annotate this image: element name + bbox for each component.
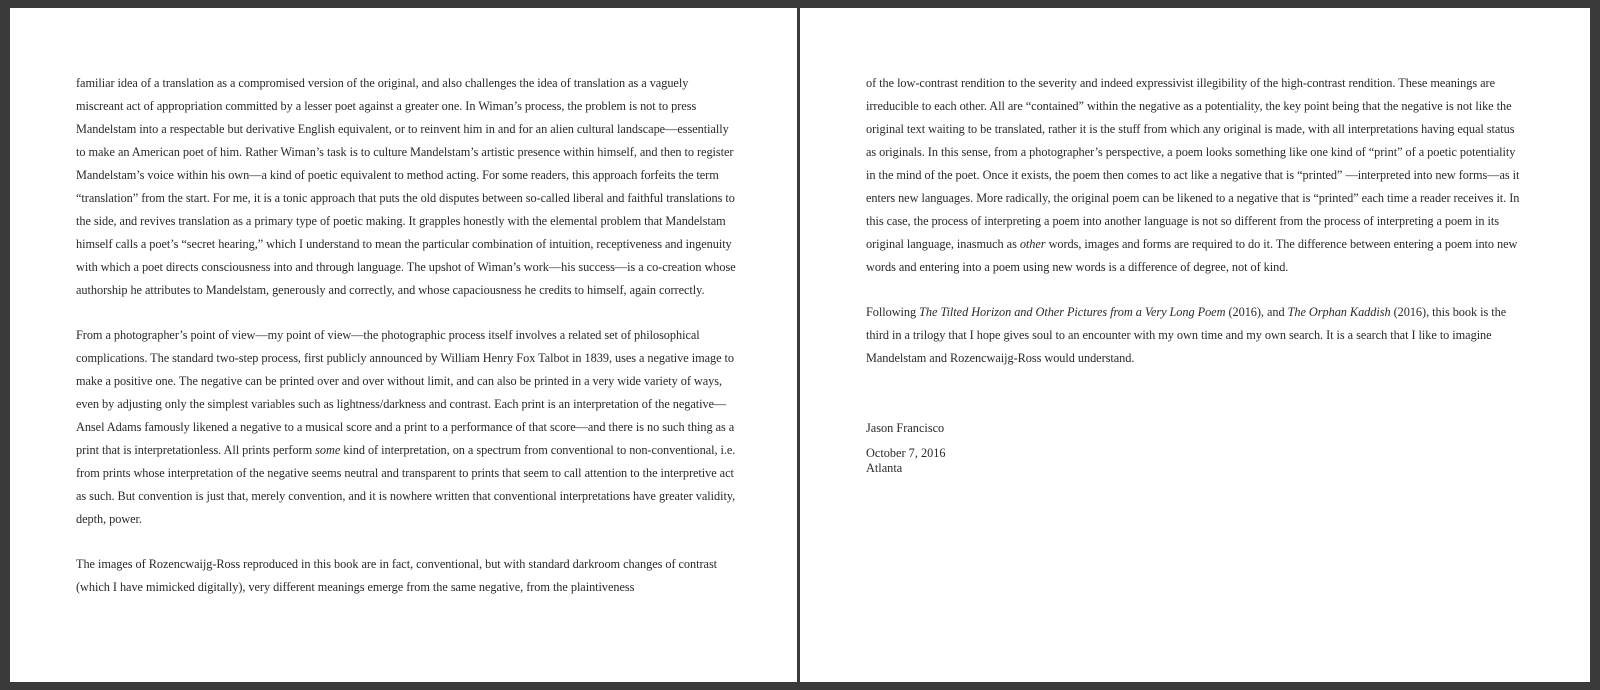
italic-text: The Tilted Horizon and Other Pictures from a Very Long Poem — [919, 305, 1226, 319]
paragraph-text: words, images and forms are required to do it. The difference between entering a poem into new words and entering into a poem using new words is a difference of degree, not of kind. — [866, 237, 1518, 274]
signature-name: Jason Francisco — [866, 421, 945, 435]
paragraph-text: Following — [866, 305, 920, 319]
signature-date: October 7, 2016 — [866, 446, 946, 460]
left-page — [10, 8, 797, 682]
italic-text: The Orphan Kaddish — [1287, 305, 1391, 319]
left-page-paragraph — [76, 324, 737, 531]
right-page-paragraph — [866, 72, 1520, 279]
paragraph-text: of the low-contrast rendition to the severity and indeed expressivist illegibility of the high-contrast rendition. These meanings are irreducible to each other. All are “contained” within the negative as a potentiality, the key point being that the negative is not like the original text waiting to be translated, rather it is the stuff from which any original is made, with all interpretations having equal status as originals. In this sense, from a photographer’s perspective, a poem looks something like one kind of “print” of a poetic potentiality in the mind of the poet. Once it exists, the poem then comes to act like a negative that is “printed” —interpreted into new forms—as it enters new languages. More radically, the original poem can be likened to a negative that is “printed” each time a reader receives it. In this case, the process of interpreting a poem into another language is not so different from the process of interpreting a poem in its original language, inasmuch as — [866, 76, 1520, 251]
right-page — [800, 8, 1590, 682]
right-page-body — [866, 72, 1520, 370]
paragraph-text: (2016), and — [1225, 305, 1288, 319]
left-page-paragraph — [76, 72, 737, 302]
left-page-paragraph — [76, 553, 737, 599]
italic-text: some — [315, 443, 341, 457]
left-page-body — [76, 72, 737, 599]
paragraph-text: familiar idea of a translation as a compromised version of the original, and also challenges the idea of translation as a vaguely miscreant act of appropriation committed by a lesser poet against a greater one. In Wiman’s process, the problem is not to press Mandelstam into a respectable but derivative English equivalent, or to reinvent him in and for an alien cultural landscape—essentially to make an American poet of him. Rather Wiman’s task is to culture Mandelstam’s artistic presence within himself, and then to register Mandelstam’s voice within his own—a kind of poetic equivalent to method acting. For some readers, this approach forfeits the term “translation” from the start. For me, it is a tonic approach that puts the old disputes between so-called liberal and faithful translations to the side, and revives translation as a primary type of poetic making. It grapples honestly with the elemental problem that Mandelstam himself calls a poet’s “secret hearing,” which I understand to mean the particular combination of intuition, receptiveness and ingenuity with which a poet directs consciousness into and through language. The upshot of Wiman’s work—his success—is a co-creation whose authorship he attributes to Mandelstam, generously and correctly, and whose capaciousness he credits to himself, again correctly. — [76, 76, 736, 297]
paragraph-text: (2016), this book is the third in a trilogy that I hope gives soul to an encounter with my own time and my own search. It is a search that I like to imagine Mandelstam and Rozencwaijg-Ross would understand. — [866, 305, 1507, 365]
paragraph-text: kind of interpretation, on a spectrum from conventional to non-conventional, i.e. from prints whose interpretation of the negative seems neutral and transparent to prints that seem to call attention to the interpretive act as such. But convention is just that, merely convention, and it is nowhere written that conventional interpretations have greater validity, depth, power. — [76, 443, 736, 526]
right-page-paragraph — [866, 301, 1520, 370]
italic-text: other — [1019, 237, 1046, 251]
paragraph-text: The images of Rozencwaijg-Ross reproduced in this book are in fact, conventional, but with standard darkroom changes of contrast (which I have mimicked digitally), very different meanings emerge from the same negative, from the plaintiveness — [76, 557, 718, 594]
signature-place: Atlanta — [866, 461, 903, 475]
paragraph-text: From a photographer’s point of view—my point of view—the photographic process itself involves a related set of philosophical complications. The standard two-step process, first publicly announced by William Henry Fox Talbot in 1839, uses a negative image to make a positive one. The negative can be printed over and over without limit, and can also be printed in a very wide variety of ways, even by adjusting only the simplest variables such as lightness/darkness and contrast. Each print is an interpretation of the negative—Ansel Adams famously likened a negative to a musical score and a print to a performance of that score—and there is no such thing as a print that is interpretationless. All prints perform — [76, 328, 735, 457]
